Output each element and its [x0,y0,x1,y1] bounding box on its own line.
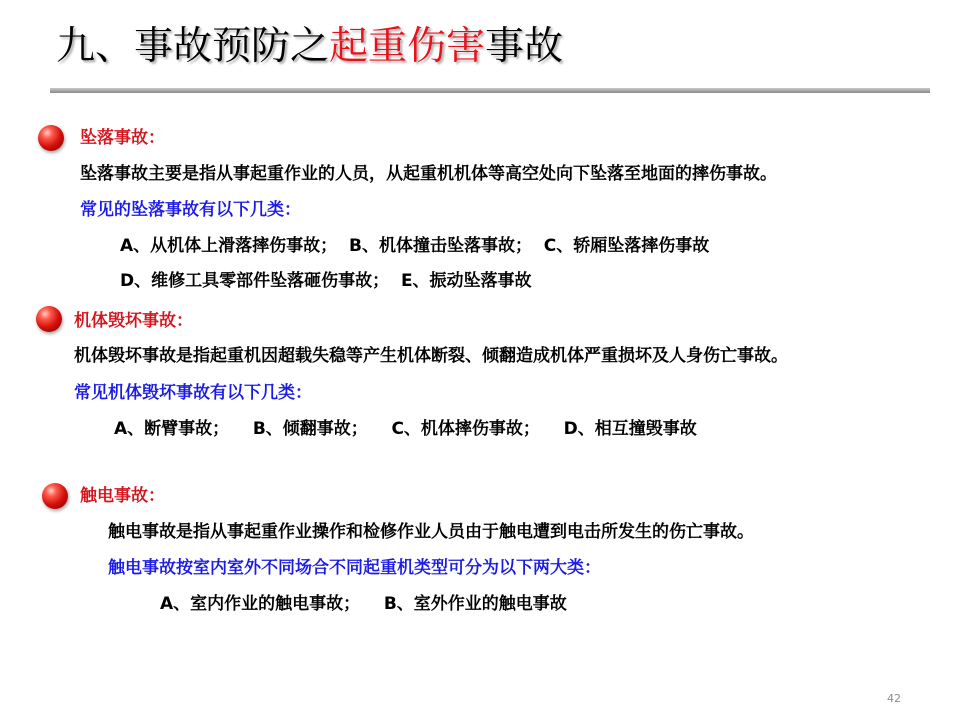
section-types-intro-collapse: 常见机体毁坏事故有以下几类： [74,383,312,403]
section-types-line-fall-1: A、从机体上滑落摔伤事故； B、机体撞击坠落事故； C、轿厢坠落摔伤事故 [120,236,710,256]
red-sphere-bullet-icon [38,125,64,151]
section-heading-fall: 坠落事故： [80,128,165,148]
section-definition-fall: 坠落事故主要是指从事起重作业的人员，从起重机机体等高空处向下坠落至地面的摔伤事故。 [80,164,777,184]
title-divider [50,88,930,93]
section-types-line-electric-1: A、室内作业的触电事故； B、室外作业的触电事故 [160,594,567,614]
section-heading-collapse: 机体毁坏事故： [74,311,193,331]
section-types-line-fall-2: D、维修工具零部件坠落砸伤事故； E、振动坠落事故 [120,271,532,291]
section-types-intro-electric: 触电事故按室内室外不同场合不同起重机类型可分为以下两大类： [108,558,601,578]
title-highlight: 起重伤害 [329,24,486,69]
red-sphere-bullet-icon [42,483,68,509]
section-heading-electric: 触电事故： [80,486,165,506]
page-title [56,22,563,72]
red-sphere-bullet-icon [36,306,62,332]
section-definition-electric: 触电事故是指从事起重作业操作和检修作业人员由于触电遭到电击所发生的伤亡事故。 [108,522,754,542]
section-types-line-collapse-1: A、断臂事故； B、倾翻事故； C、机体摔伤事故； D、相互撞毁事故 [114,419,697,439]
section-definition-collapse: 机体毁坏事故是指起重机因超载失稳等产生机体断裂、倾翻造成机体严重损坏及人身伤亡事故。 [74,346,788,366]
title-prefix: 九、事故预防之 [56,24,330,69]
page-number: 42 [887,692,901,705]
section-types-intro-fall: 常见的坠落事故有以下几类： [80,200,301,220]
title-suffix: 事故 [485,24,564,69]
